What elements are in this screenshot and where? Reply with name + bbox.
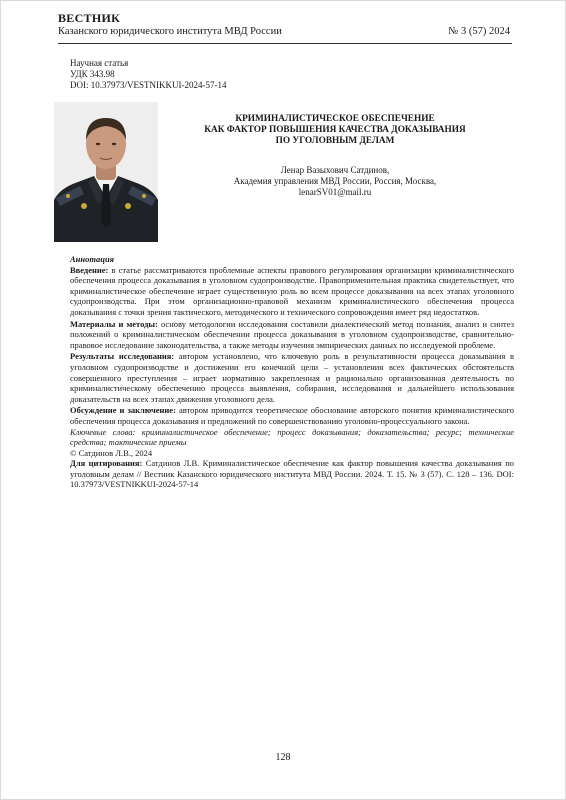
results-label: Результаты исследования: bbox=[70, 351, 175, 362]
citation-text: Сатдинов Л.В. Криминалистическое обеспечение как фактор повышения качества доказывания по уголовным делам // Вестник Казанского юридического института МВД России. 2024. Т. 15. № 3 (57). С. 128 – 136. DOI: 10.37973/VESTNIKKUI-2024-57-14 bbox=[70, 458, 515, 490]
title-line: КРИМИНАЛИСТИЧЕСКОЕ ОБЕСПЕЧЕНИЕ bbox=[235, 114, 435, 124]
author-email: lenarSV01@mail.ru bbox=[298, 187, 372, 197]
introduction-label: Введение: bbox=[70, 264, 109, 275]
keywords-text: криминалистическое обеспечение; процесс доказывания; доказательства; ресурс; технические средства; тактические приемы bbox=[70, 426, 514, 448]
copyright: © Сатдинов Л.В., 2024 bbox=[70, 447, 153, 458]
author-portrait-icon bbox=[54, 102, 158, 242]
abstract-introduction bbox=[70, 265, 514, 318]
udk: УДК 343.98 bbox=[70, 69, 115, 79]
methods-label: Материалы и методы: bbox=[70, 318, 158, 329]
header-rule bbox=[58, 43, 512, 44]
journal-header bbox=[58, 12, 510, 39]
discussion-label: Обсуждение и заключение: bbox=[70, 405, 176, 416]
citation bbox=[70, 458, 514, 490]
results-text: автором установлено, что ключевую роль в результативности процесса доказывания в уголовном судопроизводстве и достижении его конечной цели – установления всех фактических обстоятельств совершенного преступления – играет нормативно закрепленная и рационально организованная деятельность по криминалистическому обеспечению процесса выявления, собирания, исследования и дальнейшего использования доказательств на всех этапах движения уголовного дела. bbox=[70, 351, 515, 404]
doi: DOI: 10.37973/VESTNIKKUI-2024-57-14 bbox=[70, 80, 227, 90]
author-photo bbox=[54, 102, 158, 242]
page-number: 128 bbox=[275, 752, 291, 763]
abstract-discussion bbox=[70, 405, 514, 426]
abstract-results bbox=[70, 351, 514, 404]
abstract-methods bbox=[70, 319, 514, 351]
author-affiliation: Академия управления МВД России, Россия, Москва, bbox=[233, 176, 437, 186]
discussion-text: автором приводится теоретическое обоснование авторского понятия криминалистического обеспечения процесса доказывания и предложений по совершенствованию уголовно-процессуального закона. bbox=[70, 405, 515, 426]
journal-subtitle-row bbox=[58, 25, 510, 39]
title-line: КАК ФАКТОР ПОВЫШЕНИЯ КАЧЕСТВА ДОКАЗЫВАНИЯ bbox=[204, 125, 466, 135]
keywords bbox=[70, 427, 514, 448]
article-type: Научная статья bbox=[70, 58, 129, 68]
issue-number: № 3 (57) 2024 bbox=[448, 26, 510, 37]
author-name: Ленар Вазыхович Сатдинов, bbox=[280, 165, 390, 175]
journal-title: ВЕСТНИК bbox=[58, 11, 121, 25]
title-line: ПО УГОЛОВНЫМ ДЕЛАМ bbox=[275, 136, 395, 146]
abstract bbox=[70, 254, 514, 490]
introduction-text: в статье рассматриваются проблемные аспекты правового регулирования организации криминалистического обеспечения процесса доказывания в уголовном судопроизводстве. Правоприменительная практика свидетельствует, что криминалистическое обеспечение играет существенную роль во всем процессе доказывания на всех этапах уголовного судопроизводства. При этом организационно-правовой механизм криминалистического обеспечения процесса доказывания с точки зрения тактического, методического и технического сопровождения имеет ряд недостатков. bbox=[70, 264, 514, 317]
abstract-heading: Аннотация bbox=[70, 254, 115, 264]
article-meta bbox=[70, 58, 226, 91]
article-title bbox=[170, 114, 500, 147]
author-info bbox=[170, 165, 500, 198]
keywords-label: Ключевые слова: bbox=[70, 426, 136, 437]
citation-label: Для цитирования: bbox=[70, 458, 143, 469]
methods-text: основу методологии исследования составили диалектический метод познания, анализ и синтез положений о криминалистическом обеспечении процесса доказывания в уголовном судопроизводстве, сравнительно-правовое исследование законодательства, а также методы изучения эмпирических данных по исследуемой проблеме. bbox=[70, 318, 515, 350]
journal-subtitle: Казанского юридического института МВД России bbox=[58, 26, 282, 37]
